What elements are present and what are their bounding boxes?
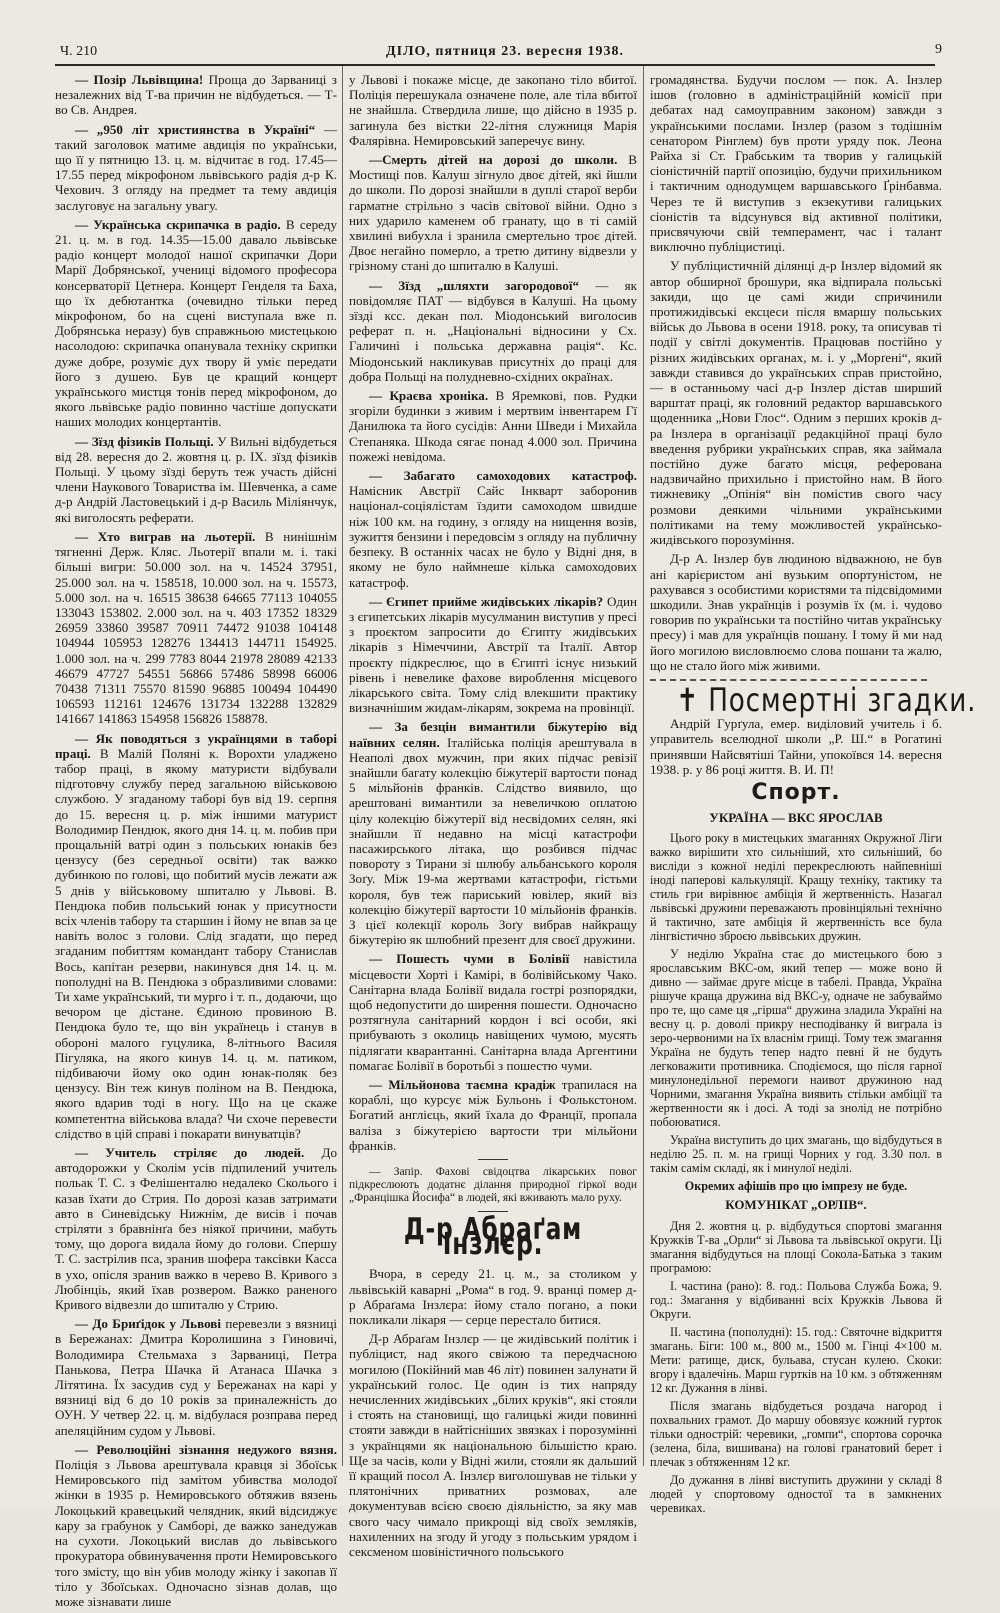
news-item: — За безцін вимантили біжутерію від наївних селян. Італійська поліція арештувала в Неаполі двох мужчин, при яких підчас ревізії знайшли багату колекцію біжутерії вартости понад 5 мільйонів франків. Слідство виявило, що арештовані вимантили за невеличкою оплатою цілу колекцію біжутерії від несвідомих селян, які знайшли її недавно на місці катастрофи пасажирського літака, що розбився підчас повороту з Тирани зі шлюбу альбанського короля Зоґу. Між 19-ма жертвами катастрофи, гістьми короля, був теж париський ювілер, який віз колекцію біжутерії вартости 10 мільйонів франків. З цієї колекції король Зоґу вибрав найкращу біжутерію як шлюбний презент для своєї дружини.: [349, 719, 637, 948]
news-item: — Зїзд фізиків Польщі. У Вильні відбудеться від 28. вересня до 2. жовтня ц. р. IX. зїзд фізиків Польщі. У цьому зїзді беруть теж участь дійсні члени Наукового Товариства ім. Шевченка, а саме д-р Андрій Ластовецький і д-р Василь Міліянчук, які виголосять реферати.: [55, 433, 337, 525]
news-item: — „950 літ християнства в Україні“ — такий заголовок матиме авдиція по українськи, що її у пятницю 13. ц. м. відчитає в год. 17.45—17.55 перед мікрофоном львівського радія д-р К. Чехович. З огляду на предмет та тему авдиція заслуговує на загальну увагу.: [55, 121, 337, 213]
column-divider-1: [342, 66, 343, 1466]
news-item: — Українська скрипачка в радіо. В середу 21. ц. м. в год. 14.35—15.00 давало львівське радіо концерт молодої нашої скрипачки Дори Марії Добрянської, учениці відомого професора консерваторії Цетнера. Концерт Генделя та Баха, що їх дебютантка (очевидно тільки перед мікрофоном, бо на сцені виступала вже п. Добрянська неразу) був справжньою мистецькою насолодою: скрипачка опанувала техніку скрипки дуже добре, розуміє дух твору й уміє передати його з душею. Був це кращий концерт українського мистця тонів перед мікрофоном, до якого львівське радіо повинно частіше допускати наших молодих концертантів.: [55, 216, 337, 430]
news-item: — Зїзд „шляхти загородової“ — як повідомляє ПАТ — відбувся в Калуші. На цьому зїзді ксс. декан пол. Міодонський виголосив реферат п. н. „Національні відносини у Сх. Галичині і польська державна рація“. Кс. Міодонський накликував присутніх до праці для добра Польщі на полудневно-східних окраїнах.: [349, 277, 637, 384]
news-item: — Позір Львівщина! Проща до Зарваниці з незалежних від Т-ва причин не відбудеться. — Т-во Св. Андрея.: [55, 72, 337, 118]
news-item: у Львові і покаже місце, де закопано тіло вбитої. Поліція перешукала означене поле, але тіла вбитої не знайшла. Ствердила лише, що дійсно в 1935 р. загинула без вістки 22-літня служниця Марія Фалярівна. Немировський заперечує вину.: [349, 72, 637, 148]
news-item: — Учитель стріляє до людей. До автодорожки у Сколім усів підпилений учитель польак Т. С. з Фелішенталю недалеко Сколього і казав їхати до Стрия. По дорозі казав затримати авто в Синевідську Нижнім, де висів і почав стріляти з бравнінґа без ніякої причини, мабуть тому, що дорога видала йому до голови. Спершу Т. С. застрілив пса, зранив шофера таксівки Касса в ухо, опісля зранив важко в черево В. Кривого з Любінціь, який їхав розвером. Важко раненого Кривого відвезли до шпиталю у Стрию.: [55, 1145, 337, 1313]
news-item: — Мільйонова таємна крадіж трапилася на кораблі, що курсує між Бульонь і Фолькстоном. Богатий англієць, який їхала до Франції, пропала валіза з біжутерією вартости три мільйони франків.: [349, 1077, 637, 1153]
sport-paragraph: У неділю Україна стає до мистецького бою з ярославським ВКС-ом, який тепер — може воно й дивно — займає друге місце в табелі. Правда, Україна рішуче краща дружина від ВКС-у, одначе не забуваймо про те, що саме ця „гірша“ дружина зладила Україні на весну ц. р. доволі прикру несподіванку й виграла із зеро-червоними на їх власнім грищі. Тому теж змагання Україна не будуть тепер надто певні й не будуть легковажити противника. Сподіємося, що після гарної минулонедільної перемоги наивот дружиною над Чорними, змагання Україна виявить стільки амбіції та жертвенности як і досі. А тоді за знолід не потрібно побоюватися.: [650, 947, 942, 1130]
sport-paragraph: Цього року в мистецьких змаганнях Окружної Ліги важко вирішити хто сильніший, хто сильніший, бо висліди з кожної неділі перекреслюють найпевніші іноді паперові калькуляції. Кращу техніку, тактику та стиль гри вирівнює амбіція й жертвенність. Назагал львівські дружини переважають провінціяльні технічно й тактично, зате амбіція й жертвенність все була лінгвістично зброєю львівських дружин.: [650, 831, 942, 944]
news-item: — До Бриґідок у Львові перевезли з вязниці в Бережанах: Дмитра Королишина з Гиновичі, Володимира Стельмаха з Зарваниці, Петра Панькова, Петра Шачка й Атанаса Шачка з Літятина. Їх засудив суд у Бережанах на карі у вязниці від 6 до 10 років за приналежність до ОУН. У четвер 22. ц. м. відбулася розправа перед апеляційним судом у Львові.: [55, 1316, 337, 1438]
communique-paragraph: ІІ. частина (пополудні): 15. год.: Святочне відкриття змагань. Біги: 100 м., 800 м., 1500 м. Гінці 4×100 м. Мети: ратище, диск, бульава, стусан кулею. Скоки: вгору і вдалечінь. Марш гуртків на 10 км. з обтяженням 12 кг. Дужання в лінві.: [650, 1324, 942, 1395]
news-item: — Забагато самоходових катастроф. Намісник Австрії Сайс Інкварт заборонив націонал-соціялістам їздити самоходом швидше ніж 100 км. на годину, з огляду на нищення возів, зужиття бензини і передовсім з огляду на публичну безпеку. В останніх часах не було у Відні дня, в якому не було наймнеше кілька самоходових катастроф.: [349, 468, 637, 590]
communique-title: КОМУНІКАТ „ОРЛІВ“.: [725, 1197, 867, 1213]
article-paragraph: У публіцистичній ділянці д-р Інзлер відомий як автор обширної брошури, яка відпирала польські закиди, що це самі жиди спричинили протижидівські ексцеси після вмаршу польських військ до Львова в осени 1918. року, та описував ті події у світлі документів. Працював постійно у різних жидівських органах, м. і. у „Морґені“, який завжди ставився до українських справ пристойно, — в останньому часі д-р Інзлер дістав ширший варштат праці, як головний редактор варшавського щоденника „Нови Глос“. Одним з перших кроків д-ра Інзлера в організації редакційної праці було введення рубрики українських справ, яка займала постійно дуже багато місця, реферована надзвичайно прихильно і пристойно нам. В його тижневику „Опінія“ він помістив свого часу розмови деякими чільними українськими політиками на тему можливостей українсько-жидівського порозуміння.: [650, 258, 942, 548]
separator: [478, 1159, 508, 1160]
page-number-left: Ч. 210: [60, 44, 98, 59]
news-item: — Революційні зізнання недужого вязня. Поліція з Львова арештувала кравця зі Збоїськ Немировського під замітом убивства молодої жінки в 1935 р. Немировського обтяжив вязень Локоцький кравецький челядник, який відсиджує кару за грабунок у Самборі, де важко занедужав на сухоти. Локоцький вислав до львівського прокуратора обвинувачення проти Немировського того змісту, що він убив молоду жінку і закопав її тіло у Збоїськах. Одночасно зізнав долав, що може зізнавати лише: [55, 1441, 337, 1609]
column-1: [55, 72, 337, 1613]
news-item: — Як поводяться з українцями в таборі праці. В Малій Поляні к. Ворохти уладжено табор праці, в якому матуристи відбували підготовчу службу перед загальною військовою службою. У згаданому таборі був від 19. серпня до 15. вересня ц. р. між іншими матурист Володимир Пендюк, якого дня 14. ц. м. побив при прощальній ватрі один з польських юнаків без цензусу (без середньої освіти) так важко дубинкою по голові, що побитий мусів лежати аж 5 днів у військовому шпиталю у Львові. В. Пендюка побив польський юнак у присутности всіх членів табору та старшин і йому не впав за це навіть волос з голови. Слід згадати, що перед згаданим побиттям командант табору Станислав Вось, капітан резерви, накинувся дня 14. ц. м. пополудні на В. Пендюка з образливими словами: Ти хаме український, ти мурго і т. п., додаючи, що вечором це дістане. Єдиною провиною В. Пендюка було те, що він українець і станув в обороні малого гуцулика, 8-літнього Василя Пігуляка, на якого кинув 14. ц. м. патиком, підбиваючи йому око один юнак-поляк без цензусу. Він теж кинув поліном на В. Пендюка, якого вдарив тоді в ногу. Що на це скаже компетентна військова влада? Чи схоче перевести слідство в цій справі і покарати винуватців?: [55, 730, 337, 1141]
communique-paragraph: До дужання в лінві виступить дружини у складі 8 людей у спортовому одностої та в замкнених черевиках.: [650, 1472, 942, 1515]
news-item: — Єгипет прийме жидівських лікарів? Один з єгипетських лікарів мусулманин виступив у пресі з проєктом запросити до Єгипту жидівських лікарів з Німеччини, Австрії та Італії. Автор проєкту підкреслює, що в Єгипті існує низький рівень і невелике фахове вироблення місцевого лікарського світа. Тому слід влекшити практику визначнішим жидам-лікарям, зокрема на провінції.: [349, 593, 637, 716]
advert-note: — Запір. Фахові свідоцтва лікарських повог підкреслюють додатнє ділання природної гіркої води „Францішка Йосифа“ в людей, які вживають мало руху.: [349, 1166, 637, 1205]
page-header: [40, 40, 970, 64]
communique-paragraph: І. частина (рано): 8. год.: Польова Служба Божа, 9. год.: Змагання у відбиванні всіх Кружків Львова й Округи.: [650, 1278, 942, 1321]
article-paragraph: Д-р А. Інзлер був людиною відважною, не був ані карієристом ані вузьким опортуністом, не рахувався з особистими користями та підсвідомими шкодили. Знав українців і розумів їх (м. і. чудово говорив по українськи та постійно читав українську пресу) і мав для українців пошану. І тому й ми над його могилою висловлюємо слова пошани та жалю, що не стало його між живими.: [650, 551, 942, 673]
article-paragraph: Д-р Абраґам Інзлєр — це жидівський політик і публіцист, над якого свіжою та передчасною могилою (Покійний мав 46 літ) повинен залунати й український голос. Це один із тих напряду нечисленних жидівських „білих круків“, які стояли і стоять на становищі, що галицькі жиди повинні стояти завжди в найтісніших звязках і порозумінні з українцями як національною більшістю краю. Ще за часів, коли у Відні жили, стояли як дальший її кращий посол А. Інзлєр виголошував не тільки у плятонічних приватних розмовах, але документував всією своєю діяльністю, за яку мав свого часу чимало прикрощі від своїх земляків, нахиленних на згоду й угоду з польським урядом і сексменом шовіністичного польського: [349, 1331, 637, 1560]
obituary-title: ✝ Посмертні згадки.: [676, 680, 977, 719]
news-item: — Краєва хроніка. В Яремкові, пов. Рудки згоріли будинки з живим і мертвим інвентарем Гї Данилюка та його сусідів: Анни Шведи і Михайла Степаняка. Шкода сягає понад 4.000 зол. Причина пожежі невідома.: [349, 388, 637, 464]
news-item: — Хто виграв на льотерії. В нинішнім тягненні Держ. Кляс. Льотерії впали м. і. такі більші вигри: 50.000 зол. на ч. 14524 37951, 25.000 зол. на ч. 158518, 10.000 зол. на ч. 15573, 5.000 зол. на ч. 16515 38638 64665 77113 104055 133043 153802. 2.000 зол. на ч. 403 17352 18329 26959 33860 39587 70911 74472 91038 104148 104944 105953 128276 134413 144711 154925. 1.000 зол. на ч. 299 7783 8044 21978 28089 42133 46679 47727 54551 56866 57486 58998 66006 70438 71311 75570 81590 96885 100494 104490 106593 112161 124676 131734 132288 132829 141667 141863 154958 156826 158878.: [55, 528, 337, 727]
communique-paragraph: Після змагань відбудеться роздача нагород і похвальних грамот. До маршу обовязує кожний гурток тільки однострій: черевики, „гомпи“, спортова сорочка (зелена, біла, вишивана) на голові гранатовий берет і плечак з обтяженням 12 кг.: [650, 1398, 942, 1469]
sport-subhead: УКРАЇНА — ВКС ЯРОСЛАВ: [709, 810, 883, 826]
article-paragraph: Вчора, в середу 21. ц. м., за столиком у львівській каварні „Рома“ в год. 9. вранці помер д-р Абраґама Інзлєра: йому стало погано, а поки покликали лікаря — серце перестало битися.: [349, 1266, 637, 1328]
sport-title: Спорт.: [751, 779, 841, 805]
article-title: Д-р Абраґам Інзлєр.: [403, 1212, 583, 1263]
column-2: [349, 72, 637, 1563]
obituary-text: Андрій Гурґула, емер. виділовий учитель і б. управитель вселюдної школи „Р. Ш.“ в Рогатині принявши Найсвятіші Тайни, упокоївся 14. вересня 1938. р. у 86 році життя. В. И. П!: [650, 716, 942, 777]
sport-paragraph: Україна виступить до цих змагань, що відбудуться в неділю 25. п. м. на грищі Чорних у год. 3.30 пол. в такім самім складі, як і минулої неділі.: [650, 1133, 942, 1176]
header-rule: [55, 64, 935, 66]
communique-paragraph: Дня 2. жовтня ц. р. відбудуться спортові змагання Кружків Т-ва „Орли“ зі Львова та львівської округи. Ці змагання відбудуться на площі Сокола-Батька з таким програмою:: [650, 1218, 942, 1275]
news-item: —Смерть дітей на дорозі до школи. В Мостищі пов. Калуш зігнуло двоє дітей, які йшли до школи. По дорозі знайшли в дуплі старої верби гарматне стрільно з часів світової війни. Одно з них ударило каменем об гранату, що в ті самій хвилині вибухла і зранила смертельно троє дітей. Двоє негайно померло, а третю дитину відвезли у грізному стані до шпиталю в Калуші.: [349, 152, 637, 274]
news-item: — Пошесть чуми в Болівії навістила місцевости Хорті і Камірі, в болівійському Чако. Санітарна влада Болівії видала гострі розпорядки, щоб недопустити до ширення пошести. Одночасно розтягнула санітарний кордон і всі особи, які прибувають з околиць навіщених чумою, мусять підлягати кварантанні. Санітарна влада Аргентини помагає Болівії в боротьбі з пошестю чуми.: [349, 951, 637, 1073]
column-3: [650, 72, 977, 1519]
page-number-right: 9: [935, 42, 942, 57]
article-paragraph: громадянства. Будучи послом — пок. А. Інзлер ішов (головно в адміністраційній комісії при дебатах над самоуправним законом) завжди з українськими послами. Інзлер (разом з тодішнім сенатором Рінглем) був проти уряду пок. Леона Райха зі Ст. Грабським та творив у галицькій сіоністичній партії опозицію, будучи прихильником і тактичним однодумцем варшавського Ґрінбавма. Через те й виступив з екзекутиви галицьких сіоністів та відсунувся від активної політики, присвячуючи свій темперамент, час і талант виключно публіцистиці.: [650, 72, 942, 255]
sport-note: Окремих афішів про цю імпрезу не буде.: [684, 1179, 908, 1194]
column-divider-2: [643, 66, 644, 1466]
masthead: ДІЛО, пятниця 23. вересня 1938.: [386, 44, 624, 59]
